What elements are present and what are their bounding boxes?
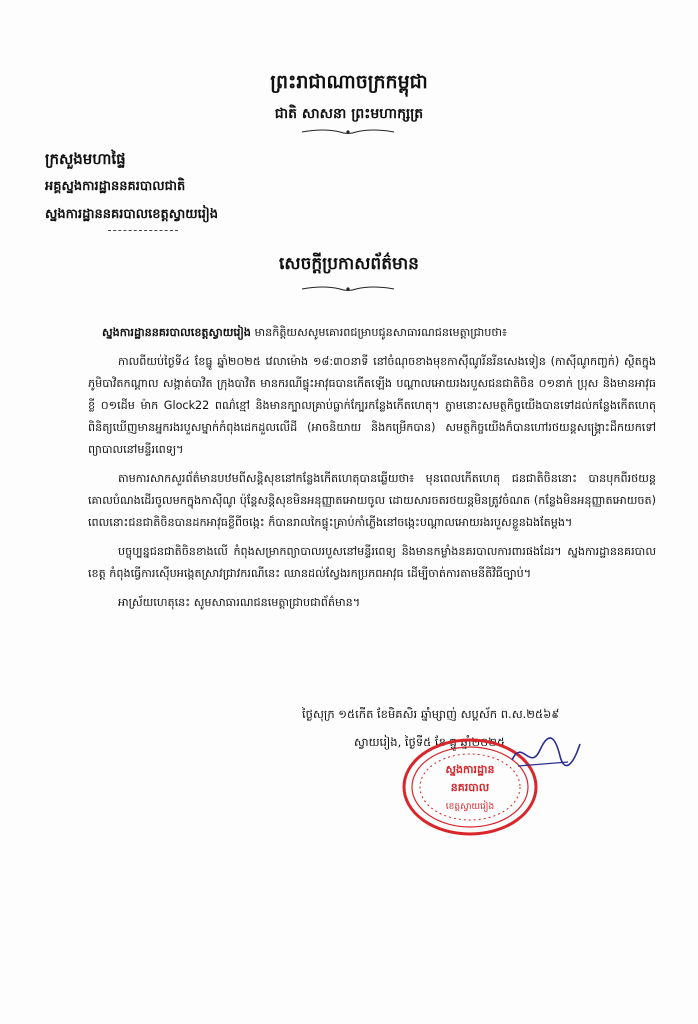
document-body (88, 322, 656, 621)
paragraph-text: អាស្រ័យហេតុនេះ សូមសាធារណជនមេត្តាជ្រាបជាព័ត៌មាន។ (118, 596, 361, 609)
seal-text-line-3: ខេត្តស្វាយរៀង (445, 802, 495, 812)
paragraph-lead: ស្នងការដ្ឋាននគរបាលខេត្តស្វាយរៀង (102, 326, 251, 339)
issuer-underline (108, 230, 178, 231)
body-paragraph (88, 351, 656, 461)
body-paragraph (88, 592, 656, 614)
provincial-police-name: ស្នងការដ្ឋាននគរបាលខេត្តស្វាយរៀង (45, 207, 219, 222)
paragraph-text: កាលពីយប់ថ្ងៃទី៤ ខែធ្នូ ឆ្នាំ២០២៥ វេលាម៉ោង ១៨:៣០នាទី នៅចំណុចខាងមុខកាស៊ីណូរីនរីនសេងទៀន (កាស៊ីណូកញ្ចក់) ស្ថិតក្នុងភូមិបាវិតកណ្តាល សង្កាត់បាវិត ក្រុងបាវិត មានករណីផ្ទុះអាវុធបានកើតឡើង បណ្តាលអោយរងរបួសជនជាតិចិន ០១នាក់ ប្រុស និងមានអាវុធខ្លី ០១ដើម ម៉ាក Glock22 ពណ៌ខ្មៅ និងមានក្បាលគ្រាប់ធ្លាក់ក្បែរកន្លែងកើតហេតុ។ ភ្លាមនោះសមត្ថកិច្ចយើងបានទៅដល់កន្លែងកើតហេតុ ពិនិត្យឃើញមានអ្នករងរបួសម្នាក់កំពុងដេកដួលលើដី (អាចនិយាយ និងកម្រើកបាន) សមត្ថកិច្ចយើងក៏បានហៅរថយន្តសង្គ្រោះដឹកយកទៅព្យាបាលនៅមន្ទីរពេទ្យ។ (88, 355, 656, 456)
commissariat-name: អគ្គស្នងការដ្ឋាននគរបាលជាតិ (45, 179, 186, 194)
body-paragraph (102, 322, 656, 344)
signature-icon (508, 732, 584, 778)
national-motto: ជាតិ សាសនា ព្រះមហាក្សត្រ (274, 106, 424, 122)
flourish-divider-icon (300, 285, 396, 293)
lunar-date: ថ្ងៃសុក្រ ១៥កើត ខែមិគសិរ ឆ្នាំម្សាញ់ សប្តស័ក ព.ស.២៥៦៩ (302, 707, 560, 721)
flourish-divider-icon (300, 128, 396, 136)
seal-text-line-1: ស្នងការដ្ឋាន (445, 763, 495, 776)
document-title: សេចក្តីប្រកាសព័ត៌មាន (279, 254, 419, 274)
solar-date: ស្វាយរៀង, ថ្ងៃទី៥ ខែ ធ្នូ ឆ្នាំ២០២៥ (354, 735, 506, 749)
seal-text-line-2: នគរបាល (450, 781, 490, 794)
body-paragraph (88, 541, 656, 585)
paragraph-text: មានកិត្តិយសសូមគោរពជម្រាបជូនសាធារណជនមេត្តាជ្រាបថា៖ (250, 326, 507, 339)
paragraph-text: តាមការសាកសួរព័ត៌មានបឋមពីសន្តិសុខនៅកន្លែងកើតហេតុបានឆ្លើយថា៖ មុនពេលកើតហេតុ ជនជាតិចិននោះ បានបុកពីរថយន្តគោលបំណងដើរចូលមកក្នុងកាស៊ីណូ ប៉ុន្តែសន្តិសុខមិនអនុញ្ញាតអោយចូល ដោយសារចតរថយន្តមិនត្រូវចំណត (កន្លែងមិនអនុញ្ញាតអោយចត) ពេលនោះជនជាតិចិនបានដកអាវុធខ្លីពីចង្កេះ ក៏បានរាលកៃផ្ទុះគ្រាប់កាំភ្លើងនៅចង្កេះបណ្តាលអោយរងរបួសខ្លួនឯងតែម្តង។ (88, 472, 656, 529)
kingdom-heading: ព្រះរាជាណាចក្រកម្ពុជា (270, 71, 428, 93)
body-paragraph (88, 468, 656, 534)
paragraph-text: បច្ចុប្បន្នជនជាតិចិនខាងលើ កំពុងសម្រាកព្យាបាលរបួសនៅមន្ទីរពេទ្យ និងមានកម្លាំងនគរបាលការពារផងដែរ។ ស្នងការដ្ឋាននគរបាលខេត្ត កំពុងធ្វើការស៊ើបអង្កេតស្រាវជ្រាវករណីនេះ ឈានដល់ស្វែងរកប្រភពអាវុធ ដើម្បីចាត់ការតាមនីតិវិធីច្បាប់។ (88, 545, 656, 580)
ministry-name: ក្រសួងមហាផ្ទៃ (45, 150, 126, 168)
